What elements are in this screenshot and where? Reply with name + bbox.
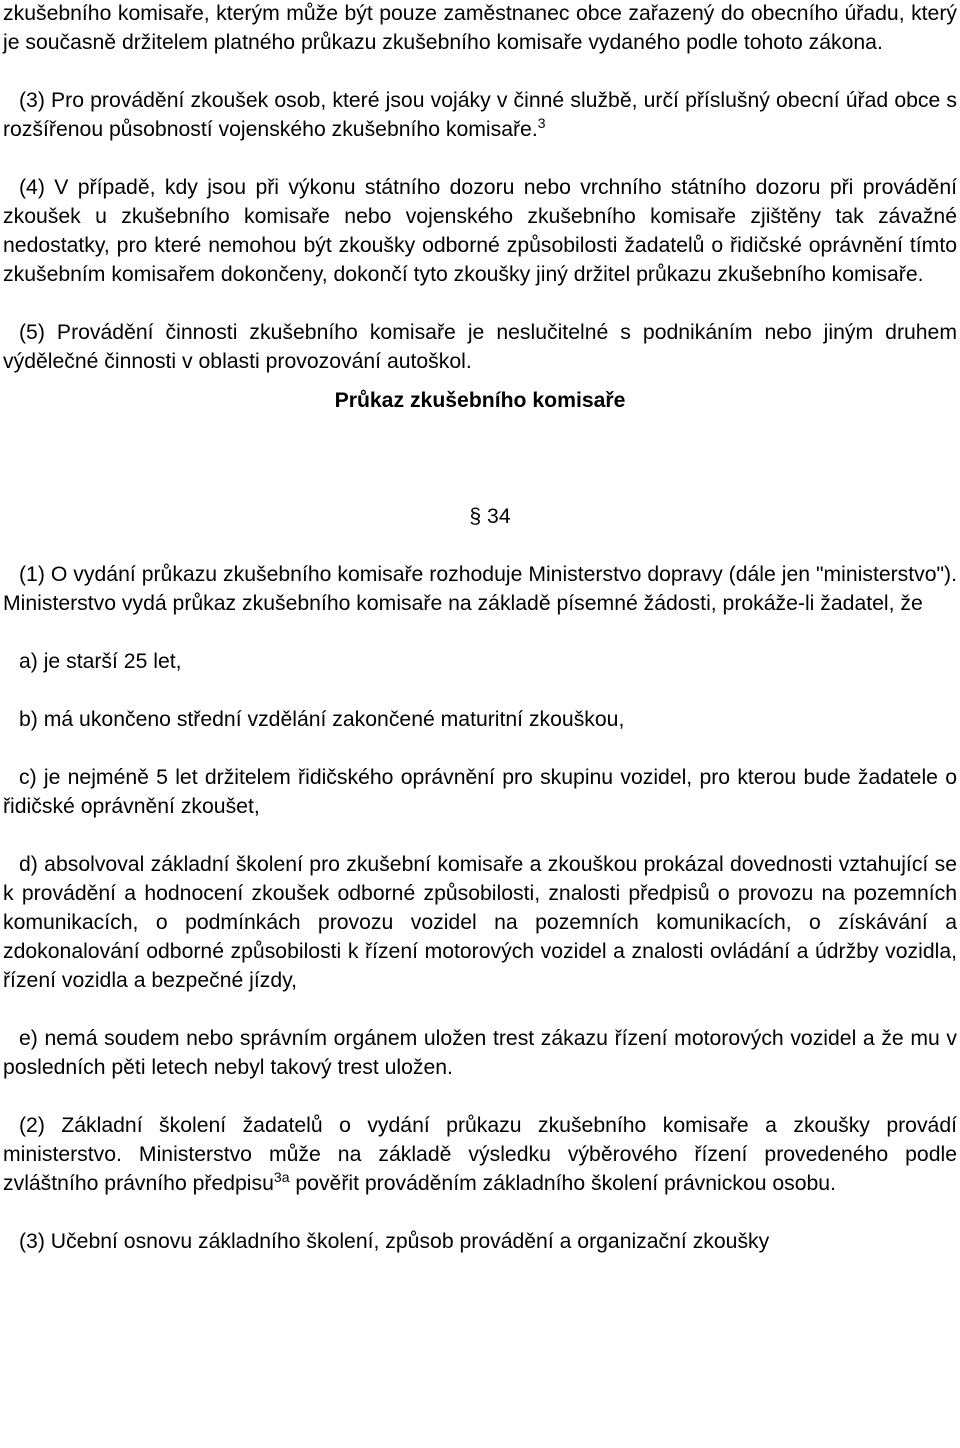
list-item-e: e) nemá soudem nebo správním orgánem uložen trest zákazu řízení motorových vozidel a že mu v posledních pěti letech nebyl takový trest uložen. — [3, 1027, 957, 1079]
paragraph-2-text-before: (2) Základní školení žadatelů o vydání průkazu zkušebního komisaře a zkoušky provádí ministerstvo. Ministerstvo může na základě výsledku výběrového řízení provedeného podle zvláštního právního předpisu — [3, 1114, 957, 1195]
list-item-c: c) je nejméně 5 let držitelem řidičského oprávnění pro skupinu vozidel, pro kterou bude žadatele o řidičské oprávnění zkoušet, — [3, 766, 957, 818]
list-item-a: a) je starší 25 let, — [19, 650, 182, 673]
section-34-paragraph-2 — [3, 1111, 957, 1198]
paragraph-3-text: (3) Pro provádění zkoušek osob, které jsou vojáky v činné službě, určí příslušný obecní úřad obce s rozšířenou působností vojenského zkušebního komisaře. — [3, 89, 957, 141]
section-34-paragraph-1: (1) O vydání průkazu zkušebního komisaře rozhoduje Ministerstvo dopravy (dále jen "ministerstvo"). Ministerstvo vydá průkaz zkušebního komisaře na základě písemné žádosti, prokáže-li žadatel, že — [3, 563, 957, 615]
paragraph-5: (5) Provádění činnosti zkušebního komisaře je neslučitelné s podnikáním nebo jiným druhem výdělečné činnosti v oblasti provozování autoškol. — [3, 321, 957, 373]
section-number: § 34 — [469, 505, 511, 528]
paragraph-4: (4) V případě, kdy jsou při výkonu státního dozoru nebo vrchního státního dozoru při provádění zkoušek u zkušebního komisaře nebo vojenského zkušebního komisaře zjištěny tak závažné nedostatky, pro které nemohou být zkoušky odborné způsobilosti žadatelů o řidičské oprávnění tímto zkušebním komisařem dokončeny, dokončí tyto zkoušky jiný držitel průkazu zkušebního komisaře. — [3, 176, 957, 286]
document-page — [3, 0, 957, 1256]
paragraph-continuation: zkušebního komisaře, kterým může být pouze zaměstnanec obce zařazený do obecního úřadu, který je současně držitelem platného průkazu zkušebního komisaře vydaného podle tohoto zákona. — [3, 2, 957, 54]
paragraph-3 — [3, 86, 957, 144]
section-34-paragraph-3: (3) Učební osnovu základního školení, způsob provádění a organizační zkoušky — [19, 1230, 770, 1253]
paragraph-2-text-after: pověřit prováděním základního školení právnickou osobu. — [289, 1172, 836, 1195]
footnote-ref-3[interactable]: 3 — [537, 115, 546, 131]
footnote-ref-3a[interactable]: 3a — [273, 1169, 290, 1185]
section-heading: Průkaz zkušebního komisaře — [334, 389, 626, 412]
list-item-d: d) absolvoval základní školení pro zkušební komisaře a zkouškou prokázal dovednosti vztahující se k provádění a hodnocení zkoušek odborné způsobilosti, znalosti předpisů o provozu na pozemních komunikacích, o podmínkách provozu vozidel na pozemních komunikacích, o získávání a zdokonalování odborné způsobilosti k řízení motorových vozidel a znalosti ovládání a údržby vozidla, řízení vozidla a bezpečné jízdy, — [3, 853, 957, 992]
list-item-b: b) má ukončeno střední vzdělání zakončené maturitní zkouškou, — [19, 708, 625, 731]
